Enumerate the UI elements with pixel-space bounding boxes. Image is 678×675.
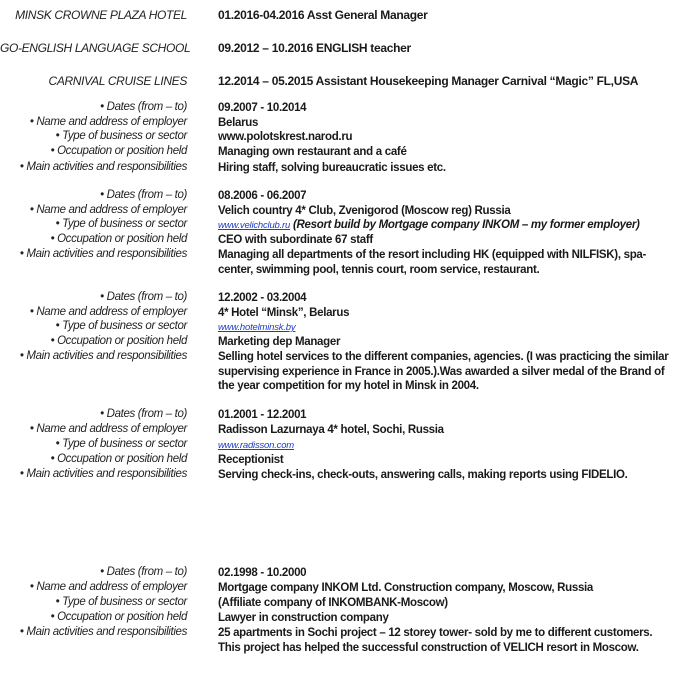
employer-row <box>0 306 678 318</box>
position-value: Lawyer in construction company <box>218 612 389 624</box>
entry-minsk-crowne-plaza <box>0 8 678 22</box>
employer-value: Velich country 4* Club, Zvenigorod (Moscow reg) Russia <box>218 205 511 217</box>
employer-value: Radisson Lazurnaya 4* hotel, Sochi, Russia <box>218 424 444 436</box>
employer-label: MINSK CROWNE PLAZA HOTEL <box>15 8 187 22</box>
employer-value: Mortgage company INKOM Ltd. Construction company, Moscow, Russia <box>218 582 594 594</box>
activities-row <box>0 626 678 654</box>
activities-label: • Main activities and responsibilities <box>19 350 187 362</box>
sector-link[interactable]: www.velichclub.ru <box>218 220 291 231</box>
entry-carnival <box>0 74 678 88</box>
employer-label: • Name and address of employer <box>29 306 187 318</box>
activities-line: center, swimming pool, tennis court, room service, restaurant. <box>218 263 540 276</box>
dates-value: 02.1998 - 10.2000 <box>218 567 307 579</box>
activities-line: 25 apartments in Sochi project – 12 storey tower- sold by me to different customers. <box>218 627 653 639</box>
employer-label: • Name and address of employer <box>29 204 187 216</box>
position-value: Managing own restaurant and a café <box>218 146 407 158</box>
dates-value: 01.2001 - 12.2001 <box>218 409 307 421</box>
activities-line: supervising experience in France in 2005.).Was awarded a silver medal of the Brand of <box>218 365 665 378</box>
employer-label: CARNIVAL CRUISE LINES <box>48 74 187 88</box>
dates-row <box>0 189 678 201</box>
dates-row <box>0 566 678 578</box>
activities-row <box>0 350 678 393</box>
activities-line: Selling hotel services to the different companies, agencies. (I was practicing the similar <box>218 351 669 363</box>
activities-line: Serving check-ins, check-outs, answering calls, making reports using FIDELIO. <box>218 469 628 481</box>
employer-label: • Name and address of employer <box>29 581 187 593</box>
dates-label: • Dates (from – to) <box>100 408 187 420</box>
activities-row <box>0 161 678 173</box>
position-label: • Occupation or position held <box>50 233 187 245</box>
employer-row <box>0 423 678 435</box>
position-value: Receptionist <box>218 454 284 466</box>
activities-value <box>218 350 673 394</box>
sector-link[interactable]: www.hotelminsk.by <box>218 322 296 333</box>
sector-row <box>0 218 678 230</box>
dates-value: 08.2006 - 06.2007 <box>218 190 307 202</box>
dates-row <box>0 291 678 303</box>
employer-label: • Name and address of employer <box>29 116 187 128</box>
dates-value: 12.2002 - 03.2004 <box>218 292 307 304</box>
sector-label: • Type of business or sector <box>55 320 187 332</box>
sector-row <box>0 596 678 608</box>
sector-row <box>0 130 678 142</box>
position-row <box>0 611 678 623</box>
activities-line: Managing all departments of the resort including HK (equipped with NILFISK), spa- <box>218 249 647 261</box>
dates-label: • Dates (from – to) <box>100 566 187 578</box>
dates-label: • Dates (from – to) <box>100 101 187 113</box>
sector-note: (Resort build by Mortgage company INKOM – my former employer) <box>290 219 640 231</box>
dates-value: 09.2007 - 10.2014 <box>218 102 307 114</box>
employer-row <box>0 116 678 128</box>
employer-row <box>0 581 678 593</box>
entry-details: 01.2016-04.2016 Asst General Manager <box>218 8 428 22</box>
sector-label: • Type of business or sector <box>55 130 187 142</box>
dates-label: • Dates (from – to) <box>100 189 187 201</box>
dates-label: • Dates (from – to) <box>100 291 187 303</box>
sector-link[interactable]: www.radisson.com <box>218 440 294 451</box>
position-row <box>0 145 678 157</box>
activities-label: • Main activities and responsibilities <box>19 468 187 480</box>
position-label: • Occupation or position held <box>50 611 187 623</box>
position-row <box>0 233 678 245</box>
activities-value <box>218 626 673 655</box>
employer-label: GO-ENGLISH LANGUAGE SCHOOL <box>0 41 191 55</box>
activities-row <box>0 468 678 480</box>
position-label: • Occupation or position held <box>50 145 187 157</box>
dates-row <box>0 101 678 113</box>
position-value: Marketing dep Manager <box>218 336 341 348</box>
dates-row <box>0 408 678 420</box>
employer-label: • Name and address of employer <box>29 423 187 435</box>
entry-go-english <box>0 41 678 55</box>
activities-line: the year competition for my hotel in Minsk in 2004. <box>218 380 479 393</box>
position-value: CEO with subordinate 67 staff <box>218 234 373 246</box>
position-label: • Occupation or position held <box>50 335 187 347</box>
entry-details: 09.2012 – 10.2016 ENGLISH teacher <box>218 41 411 55</box>
activities-value <box>218 248 673 277</box>
sector-label: • Type of business or sector <box>55 438 187 450</box>
position-label: • Occupation or position held <box>50 453 187 465</box>
employer-value: Belarus <box>218 117 259 129</box>
activities-value <box>218 468 673 483</box>
activities-label: • Main activities and responsibilities <box>19 161 187 173</box>
sector-row <box>0 320 678 332</box>
activities-line: This project has helped the successful construction of VELICH resort in Moscow. <box>218 641 639 654</box>
activities-label: • Main activities and responsibilities <box>19 248 187 260</box>
entry-details: 12.2014 – 05.2015 Assistant Housekeeping Manager Carnival “Magic” FL,USA <box>218 74 639 88</box>
activities-label: • Main activities and responsibilities <box>19 626 187 638</box>
employer-value: 4* Hotel “Minsk”, Belarus <box>218 307 350 319</box>
sector-label: • Type of business or sector <box>55 218 187 230</box>
sector-value <box>218 320 673 336</box>
employer-row <box>0 204 678 216</box>
sector-value: www.polotskrest.narod.ru <box>218 131 353 143</box>
sector-label: • Type of business or sector <box>55 596 187 608</box>
sector-value: (Affiliate company of INKOMBANK-Moscow) <box>218 597 448 609</box>
activities-line: Hiring staff, solving bureaucratic issues etc. <box>218 162 446 174</box>
activities-row <box>0 248 678 276</box>
sector-row <box>0 438 678 450</box>
sector-value <box>218 218 673 234</box>
position-row <box>0 335 678 347</box>
position-row <box>0 453 678 465</box>
sector-value <box>218 438 673 454</box>
activities-value <box>218 161 673 176</box>
